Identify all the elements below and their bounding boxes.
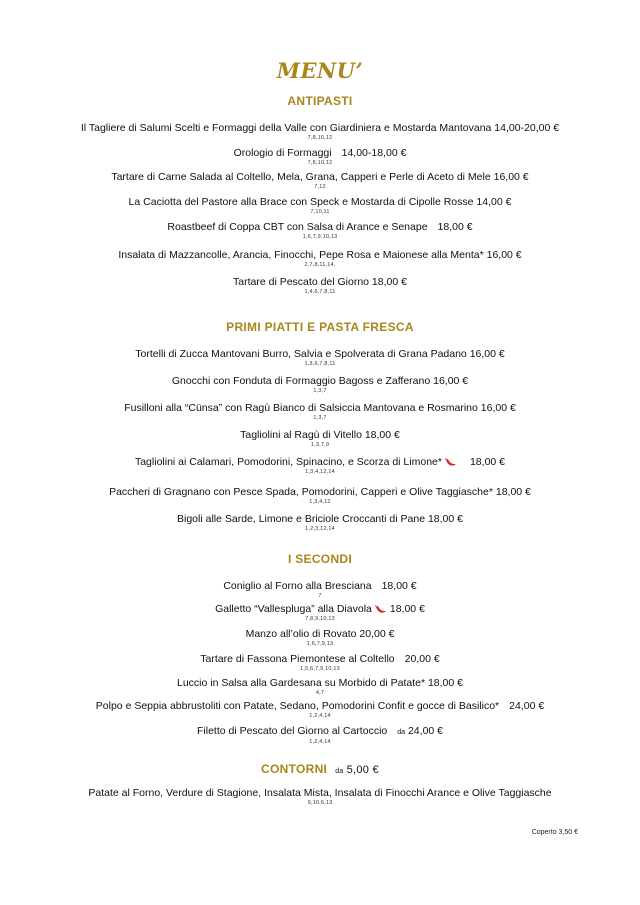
menu-item [0, 249, 640, 269]
menu-item [0, 725, 640, 746]
menu-item [0, 653, 640, 673]
allergen-codes: 1,4,6,7,8,11 [304, 289, 336, 295]
allergen-codes: 1,6,7,9,13 [306, 641, 334, 647]
menu-item [0, 221, 640, 241]
menu-item [0, 147, 640, 167]
section-title-primi: PRIMI PIATTI E PASTA FRESCA [226, 320, 414, 334]
menu-item [0, 456, 640, 476]
dish-text: Tortelli di Zucca Mantovani Burro, Salvia e Spolverata di Grana Padano 16,00 € [135, 348, 505, 360]
dish-text: Bigoli alle Sarde, Limone e Briciole Croccanti di Pane 18,00 € [177, 513, 463, 525]
menu-title: MENU’ [276, 58, 364, 83]
dish-name: Tagliolini ai Calamari, Pomodorini, Spinacino, e Scorza di Limone* [134, 456, 442, 468]
allergen-codes: 1,6,7,9,10,13 [302, 234, 338, 240]
section-title-secondi: I SECONDI [287, 552, 353, 566]
allergen-codes: 1,2,3,12,14 [305, 526, 335, 532]
dish-price: 24,00 € [407, 725, 444, 737]
allergen-codes: 9,10,6,13 [307, 800, 333, 806]
menu-item [0, 348, 640, 368]
menu-item [0, 513, 640, 533]
dish-price: 18,00 € [469, 456, 506, 468]
dish-text: Tartare di Pescato del Giorno 18,00 € [233, 276, 407, 288]
dish-price: 18,00 € [389, 603, 425, 615]
menu-item [0, 429, 640, 449]
dish-name: Coniglio al Forno alla Bresciana [223, 580, 372, 592]
dish-name: Filetto di Pescato del Giorno al Cartoccio [196, 725, 388, 737]
contorni-title: CONTORNI [261, 762, 328, 776]
allergen-codes: 1,3,7,9 [310, 442, 330, 448]
allergen-codes: 1,3,4,12 [309, 499, 331, 505]
dish-text: Manzo all’olio di Rovato 20,00 € [245, 628, 395, 640]
menu-item [0, 276, 640, 296]
allergen-codes: 7,8,10,12 [307, 135, 333, 141]
dish-price: 18,00 € [437, 221, 473, 233]
dish-text: Il Tagliere di Salumi Scelti e Formaggi della Valle con Giardiniera e Mostarda Mantovana 14,00-20,00 € [80, 122, 560, 134]
contorni-price: 5,00 € [346, 764, 379, 776]
dish-price: 18,00 € [381, 580, 417, 592]
menu-item [0, 603, 640, 623]
chili-pepper-icon [445, 458, 457, 467]
chili-pepper-icon [375, 605, 387, 614]
allergen-codes: 7,8,10,12 [307, 160, 333, 166]
dish-name: Roastbeef di Coppa CBT con Salsa di Arance e Senape [167, 221, 428, 233]
dish-text: Insalata di Mazzancolle, Arancia, Finocchi, Pepe Rosa e Maionese alla Menta* 16,00 € [118, 249, 522, 261]
dish-name: Orologio di Formaggi [233, 147, 332, 159]
allergen-codes: 7,8,9,10,13 [305, 616, 335, 622]
allergen-codes: 1,3,7 [313, 415, 327, 421]
dish-name: Tartare di Fassona Piemontese al Coltello [200, 653, 395, 665]
dish-text: Paccheri di Gragnano con Pesce Spada, Pomodorini, Capperi e Olive Taggiasche* 18,00 € [109, 486, 531, 498]
allergen-codes: 4,7 [315, 690, 325, 696]
dish-text: Patate al Forno, Verdure di Stagione, Insalata Mista, Insalata di Finocchi Arance e Olive Taggiasche [88, 787, 552, 799]
allergen-codes: 7 [318, 593, 322, 599]
allergen-codes: 1,5,6,7,9,10,13 [300, 666, 340, 672]
menu-item [0, 122, 640, 142]
menu-item [0, 580, 640, 600]
dish-text: Tagliolini al Ragù di Vitello 18,00 € [240, 429, 400, 441]
allergen-codes: 1,2,4,14 [309, 713, 331, 719]
menu-item [0, 787, 640, 807]
menu-item [0, 402, 640, 422]
allergen-codes: 7,10,11 [310, 209, 330, 215]
dish-text: Tartare di Carne Salada al Coltello, Mela, Grana, Capperi e Perle di Aceto di Mele 16,00 € [111, 171, 529, 183]
allergen-codes: 2,7,8,11,14, [304, 262, 336, 268]
allergen-codes: 1,3,4,12,14 [305, 469, 335, 475]
dish-text: Luccio in Salsa alla Gardesana su Morbido di Patate* 18,00 € [176, 677, 463, 689]
cover-charge: Coperto 3,50 € [531, 829, 578, 836]
allergen-codes: 1,3,6,7,8,11 [304, 361, 336, 367]
dish-text: Fusilloni alla “Cünsa” con Ragù Bianco di Salsiccia Mantovana e Rosmarino 16,00 € [124, 402, 516, 414]
allergen-codes: 1,3,7 [313, 388, 327, 394]
allergen-codes: 7,12 [314, 184, 326, 190]
dish-price: 24,00 € [509, 700, 545, 712]
dish-price: 20,00 € [404, 653, 440, 665]
dish-text: La Caciotta del Pastore alla Brace con Speck e Mostarda di Cipolle Rosse 14,00 € [128, 196, 512, 208]
menu-item [0, 677, 640, 697]
price-prefix: da [335, 768, 344, 775]
menu-item [0, 628, 640, 648]
price-prefix: da [397, 729, 406, 736]
menu-item [0, 486, 640, 506]
menu-item [0, 700, 640, 720]
section-title-antipasti: ANTIPASTI [287, 94, 353, 108]
dish-text: Gnocchi con Fonduta di Formaggio Bagoss e Zafferano 16,00 € [171, 375, 469, 387]
dish-price: 14,00-18,00 € [341, 147, 407, 159]
allergen-codes: 1,2,4,14 [309, 739, 331, 745]
dish-name: Galletto “Vallespluga” alla Diavola [215, 603, 372, 615]
menu-item [0, 196, 640, 216]
menu-item [0, 375, 640, 395]
dish-name: Polpo e Seppia abbrustoliti con Patate, Sedano, Pomodorini Confit e gocce di Basilico* [95, 700, 500, 712]
section-title-contorni [0, 762, 640, 776]
menu-item [0, 171, 640, 191]
